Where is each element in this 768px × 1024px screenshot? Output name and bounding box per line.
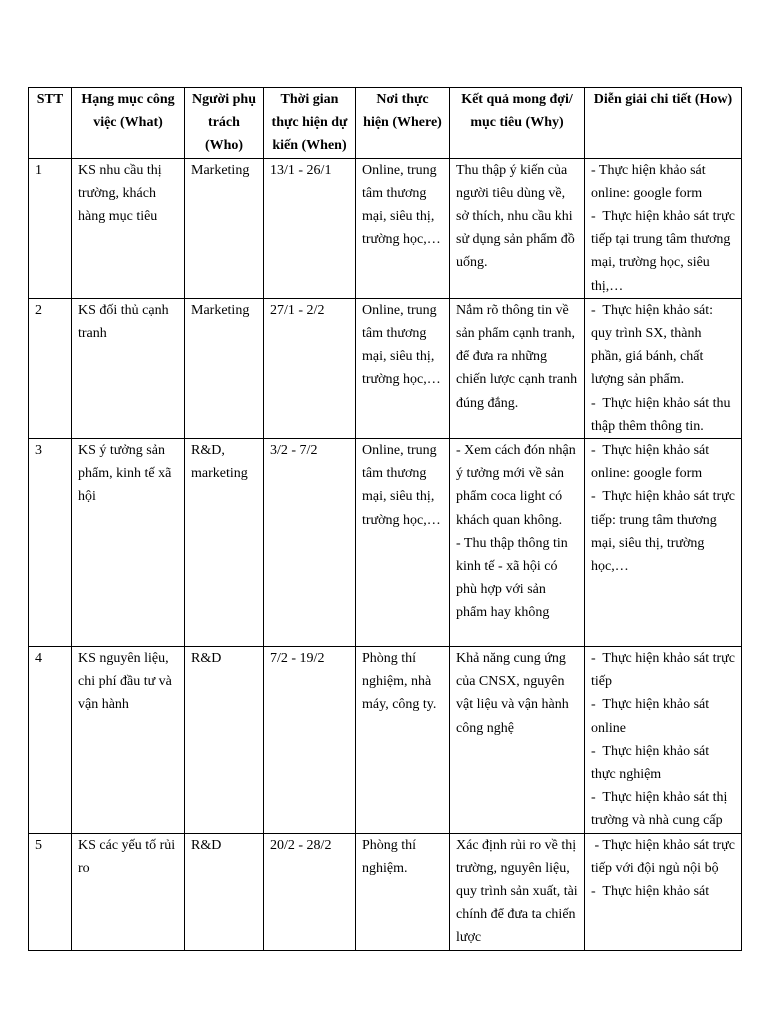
cell-where: Online, trung tâm thương mại, siêu thị, trường học,…	[356, 439, 450, 647]
cell-what: KS nhu cầu thị trường, khách hàng mục tiêu	[72, 158, 185, 298]
cell-when: 7/2 - 19/2	[264, 647, 356, 834]
cell-when: 27/1 - 2/2	[264, 298, 356, 438]
how-line: - Thực hiện khảo sát online: google form	[591, 162, 710, 201]
how-line: - Thực hiện khảo sát trực tiếp: trung tâm thương mại, siêu thị, trường học,…	[591, 489, 739, 575]
cell-why	[450, 158, 585, 298]
cell-what: KS ý tưởng sản phẩm, kinh tế xã hội	[72, 439, 185, 647]
cell-who: Marketing	[185, 298, 264, 438]
cell-where: Online, trung tâm thương mại, siêu thị, trường học,…	[356, 158, 450, 298]
cell-where: Online, trung tâm thương mại, siêu thị, trường học,…	[356, 298, 450, 438]
why-line: Nắm rõ thông tin về sản phẩm cạnh tranh, để đưa ra những chiến lược cạnh tranh đúng đắng.	[456, 302, 581, 411]
cell-what: KS các yếu tố rủi ro	[72, 833, 185, 950]
how-line: - Thực hiện khảo sát trực tiếp	[591, 651, 739, 690]
cell-what: KS đối thủ cạnh tranh	[72, 298, 185, 438]
header-stt: STT	[29, 88, 72, 159]
why-line: Thu thập ý kiến của người tiêu dùng về, sở thích, nhu cầu khi sử dụng sản phẩm đồ uống.	[456, 162, 579, 271]
table-row	[29, 647, 742, 834]
cell-who: R&D	[185, 833, 264, 950]
cell-why	[450, 298, 585, 438]
how-line: - Thực hiện khảo sát: quy trình SX, thành phần, giá bánh, chất lượng sản phẩm.	[591, 302, 717, 388]
cell-when: 13/1 - 26/1	[264, 158, 356, 298]
table-row	[29, 833, 742, 950]
header-why: Kết quả mong đợi/ mục tiêu (Why)	[450, 88, 585, 159]
header-when: Thời gian thực hiện dự kiến (When)	[264, 88, 356, 159]
header-how: Diễn giải chi tiết (How)	[585, 88, 742, 159]
how-line: - Thực hiện khảo sát thu thập thêm thông tin.	[591, 395, 735, 434]
why-line: Xác định rủi ro về thị trường, nguyên liệu, quy trình sản xuất, tài chính để đưa ta chiến lược	[456, 837, 582, 946]
table-row	[29, 298, 742, 438]
cell-where: Phòng thí nghiệm, nhà máy, công ty.	[356, 647, 450, 834]
cell-stt: 3	[29, 439, 72, 647]
why-line: - Xem cách đón nhận ý tưởng mới về sản phẩm coca light có khách quan không.	[456, 443, 580, 528]
how-line: - Thực hiện khảo sát	[591, 884, 710, 900]
cell-why	[450, 833, 585, 950]
cell-how	[585, 833, 742, 950]
table-row	[29, 439, 742, 647]
cell-why	[450, 647, 585, 834]
cell-when: 20/2 - 28/2	[264, 833, 356, 950]
header-row	[29, 88, 742, 159]
why-line: - Thu thập thông tin kinh tế - xã hội có phù hợp với sản phẩm hay không	[456, 535, 572, 621]
cell-what: KS nguyên liệu, chi phí đầu tư và vận hành	[72, 647, 185, 834]
cell-why	[450, 439, 585, 647]
cell-who: R&D, marketing	[185, 439, 264, 647]
cell-stt: 4	[29, 647, 72, 834]
cell-who: Marketing	[185, 158, 264, 298]
header-where: Nơi thực hiện (Where)	[356, 88, 450, 159]
cell-how	[585, 158, 742, 298]
header-what: Hạng mục công việc (What)	[72, 88, 185, 159]
how-line: - Thực hiện khảo sát trực tiếp tại trung tâm thương mại, trường học, siêu thị,…	[591, 209, 739, 294]
cell-stt: 5	[29, 833, 72, 950]
cell-when: 3/2 - 7/2	[264, 439, 356, 647]
how-line: - Thực hiện khảo sát thị trường và nhà cung cấp	[591, 790, 731, 829]
cell-how	[585, 439, 742, 647]
how-line: - Thực hiện khảo sát thực nghiệm	[591, 743, 713, 783]
cell-stt: 1	[29, 158, 72, 298]
how-line: - Thực hiện khảo sát trực tiếp với đội ngủ nội bộ	[591, 837, 739, 876]
cell-how	[585, 298, 742, 438]
cell-where: Phòng thí nghiệm.	[356, 833, 450, 950]
how-line: - Thực hiện khảo sát online: google form	[591, 443, 713, 482]
why-line: Khả năng cung ứng của CNSX, nguyên vật liệu và vận hành công nghệ	[456, 651, 573, 736]
how-line: - Thực hiện khảo sát online	[591, 697, 713, 736]
cell-who: R&D	[185, 647, 264, 834]
header-who: Người phụ trách (Who)	[185, 88, 264, 159]
work-plan-table	[28, 87, 742, 951]
cell-stt: 2	[29, 298, 72, 438]
table-row	[29, 158, 742, 298]
cell-how	[585, 647, 742, 834]
